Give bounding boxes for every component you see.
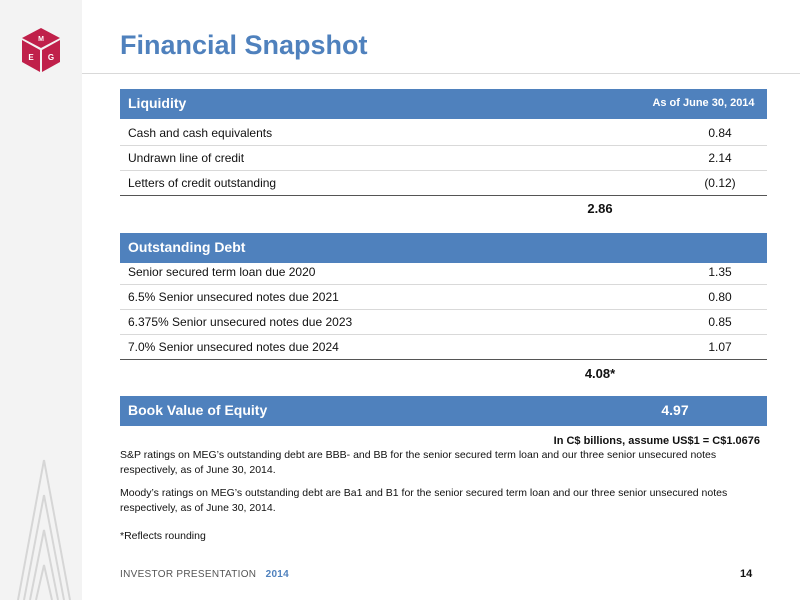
table-row xyxy=(120,146,767,171)
liquidity-header xyxy=(120,89,767,119)
row-value: 1.07 xyxy=(708,340,732,354)
table-row xyxy=(120,171,767,196)
footer-year: 2014 xyxy=(265,569,290,580)
rounding-note: *Reflects rounding xyxy=(120,530,206,542)
row-label: Cash and cash equivalents xyxy=(128,126,273,140)
row-value: 1.35 xyxy=(708,265,732,279)
row-label: Letters of credit outstanding xyxy=(128,176,277,190)
row-label: 6.5% Senior unsecured notes due 2021 xyxy=(128,290,339,304)
row-label: Undrawn line of credit xyxy=(128,151,245,165)
table-row xyxy=(120,121,767,146)
company-logo xyxy=(20,26,62,74)
title-divider xyxy=(82,73,800,74)
debt-total: 4.08* xyxy=(584,366,616,381)
footer-presentation-label: INVESTOR PRESENTATION xyxy=(120,569,257,580)
table-row xyxy=(120,310,767,335)
equity-header xyxy=(120,396,767,426)
units-note: In C$ billions, assume US$1 = C$1.0676 xyxy=(553,435,760,447)
row-label: Senior secured term loan due 2020 xyxy=(128,265,316,279)
equity-value: 4.97 xyxy=(661,402,689,418)
table-row xyxy=(120,335,767,360)
table-row xyxy=(120,285,767,310)
row-value: 0.84 xyxy=(708,126,732,140)
decorative-chevron-ornament xyxy=(14,440,74,600)
row-value: 0.85 xyxy=(708,315,732,329)
liquidity-total: 2.86 xyxy=(587,201,613,216)
svg-text:G: G xyxy=(47,53,55,62)
row-label: 7.0% Senior unsecured notes due 2024 xyxy=(128,340,339,354)
debt-header xyxy=(120,233,767,263)
equity-header-label: Book Value of Equity xyxy=(128,402,268,418)
liquidity-date-label: As of June 30, 2014 xyxy=(652,97,755,109)
row-label: 6.375% Senior unsecured notes due 2023 xyxy=(128,315,353,329)
debt-header-label: Outstanding Debt xyxy=(128,239,246,255)
sp-ratings-note: S&P ratings on MEG’s outstanding debt are BBB- and BB for the senior secured term loan and our three senior unsecured notes respectively, as of June 30, 2014. xyxy=(120,449,717,476)
svg-text:M: M xyxy=(38,36,44,43)
row-value: 0.80 xyxy=(708,290,732,304)
row-value: (0.12) xyxy=(704,176,736,190)
svg-text:E: E xyxy=(28,53,34,62)
liquidity-header-label: Liquidity xyxy=(128,95,187,111)
page-number: 14 xyxy=(740,568,753,580)
row-value: 2.14 xyxy=(708,151,732,165)
page-title: Financial Snapshot xyxy=(120,30,368,60)
table-row xyxy=(120,260,767,285)
footer-label xyxy=(120,569,289,580)
moodys-ratings-note: Moody’s ratings on MEG’s outstanding debt are Ba1 and B1 for the senior secured term loan and our three senior unsecured notes respectively, as of June 30, 2014. xyxy=(120,487,728,514)
